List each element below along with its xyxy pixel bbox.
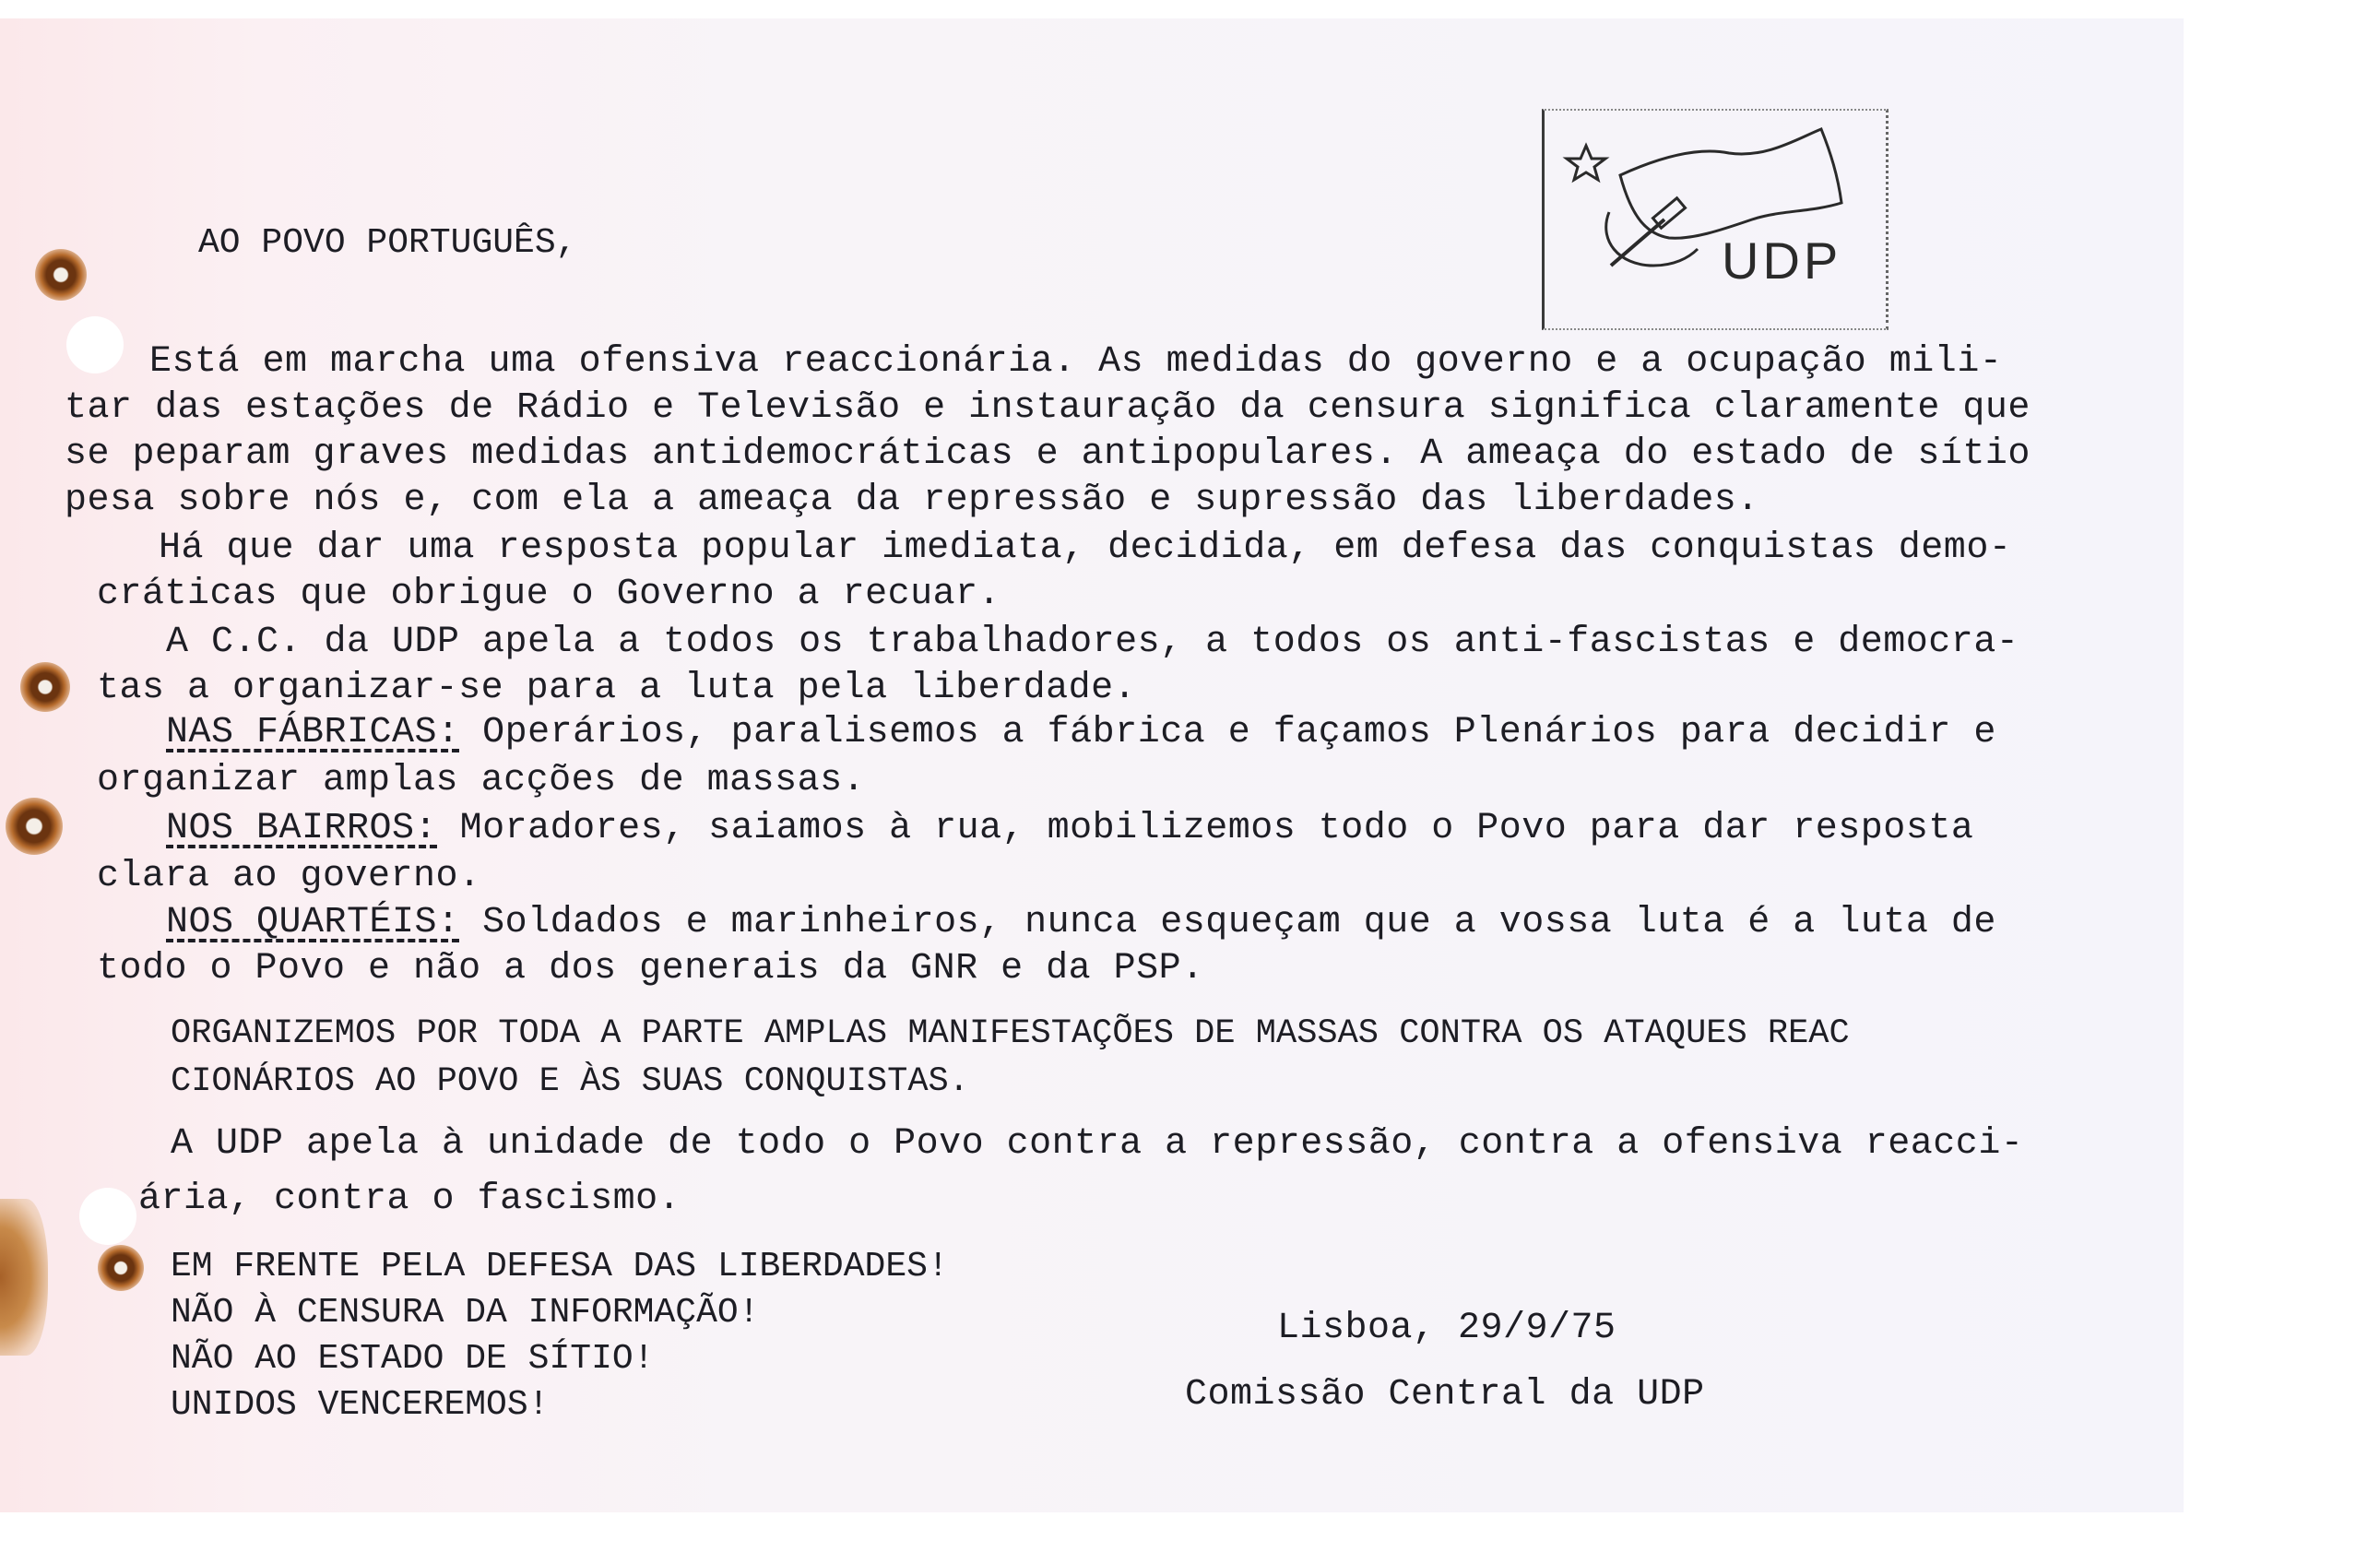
section-text: Soldados e marinheiros, nunca esqueçam que a vossa luta é a luta de — [482, 902, 1996, 943]
stamp-label: UDP — [1722, 231, 1842, 290]
flag-hammer-sickle-icon — [1545, 111, 1886, 328]
body-line: cráticas que obrigue o Governo a recuar. — [97, 574, 1001, 615]
punch-hole — [66, 316, 124, 373]
section-continuation: todo o Povo e não a dos generais da GNR e da PSP. — [97, 948, 1204, 989]
body-line: tas a organizar-se para a luta pela liberdade. — [97, 668, 1137, 709]
section-heading: NOS QUARTÉIS: — [166, 902, 460, 943]
body-line: A C.C. da UDP apela a todos os trabalhadores, a todos os anti-fascistas e democra- — [166, 622, 2019, 663]
body-line: tar das estações de Rádio e Televisão e instauração da censura significa claramente que — [65, 387, 2031, 429]
section-nos-bairros — [166, 808, 1973, 849]
water-stain — [0, 1199, 48, 1356]
rust-stain — [35, 249, 87, 301]
appeal-line: A UDP apela à unidade de todo o Povo contra a repressão, contra a ofensiva reacci- — [171, 1123, 2024, 1165]
appeal-line: ária, contra o fascismo. — [138, 1179, 681, 1220]
punch-hole — [79, 1188, 136, 1245]
body-line: Há que dar uma resposta popular imediata, decidida, em defesa das conquistas demo- — [159, 527, 2012, 569]
section-nas-fabricas — [166, 712, 1996, 753]
call-line: ORGANIZEMOS POR TODA A PARTE AMPLAS MANIFESTAÇÕES DE MASSAS CONTRA OS ATAQUES REAC — [171, 1014, 1850, 1053]
place-date: Lisboa, 29/9/75 — [1277, 1308, 1616, 1349]
salutation: AO POVO PORTUGUÊS, — [198, 223, 577, 263]
section-heading: NAS FÁBRICAS: — [166, 712, 460, 753]
slogan: EM FRENTE PELA DEFESA DAS LIBERDADES! — [171, 1247, 949, 1286]
scan-margin — [2184, 0, 2380, 1552]
section-nos-quarteis — [166, 902, 1996, 943]
body-line: pesa sobre nós e, com ela a ameaça da repressão e supressão das liberdades. — [65, 480, 1759, 521]
slogan: NÃO À CENSURA DA INFORMAÇÃO! — [171, 1293, 760, 1333]
section-heading: NOS BAIRROS: — [166, 808, 438, 849]
rust-stain — [98, 1245, 144, 1291]
udp-stamp — [1542, 109, 1889, 330]
rust-stain — [20, 662, 70, 712]
body-line: Está em marcha uma ofensiva reaccionária. As medidas do governo e a ocupação mili- — [149, 341, 2003, 383]
signer: Comissão Central da UDP — [1185, 1374, 1705, 1416]
slogan: UNIDOS VENCEREMOS! — [171, 1385, 550, 1425]
call-line: CIONÁRIOS AO POVO E ÀS SUAS CONQUISTAS. — [171, 1062, 969, 1101]
slogan: NÃO AO ESTADO DE SÍTIO! — [171, 1339, 655, 1379]
rust-stain — [6, 798, 63, 855]
section-text: Operários, paralisemos a fábrica e façamos Plenários para decidir e — [482, 712, 1996, 753]
body-line: se peparam graves medidas antidemocráticas e antipopulares. A ameaça do estado de sítio — [65, 433, 2031, 475]
section-text: Moradores, saiamos à rua, mobilizemos todo o Povo para dar resposta — [459, 808, 1974, 849]
section-continuation: organizar amplas acções de massas. — [97, 760, 866, 801]
section-continuation: clara ao governo. — [97, 856, 481, 897]
